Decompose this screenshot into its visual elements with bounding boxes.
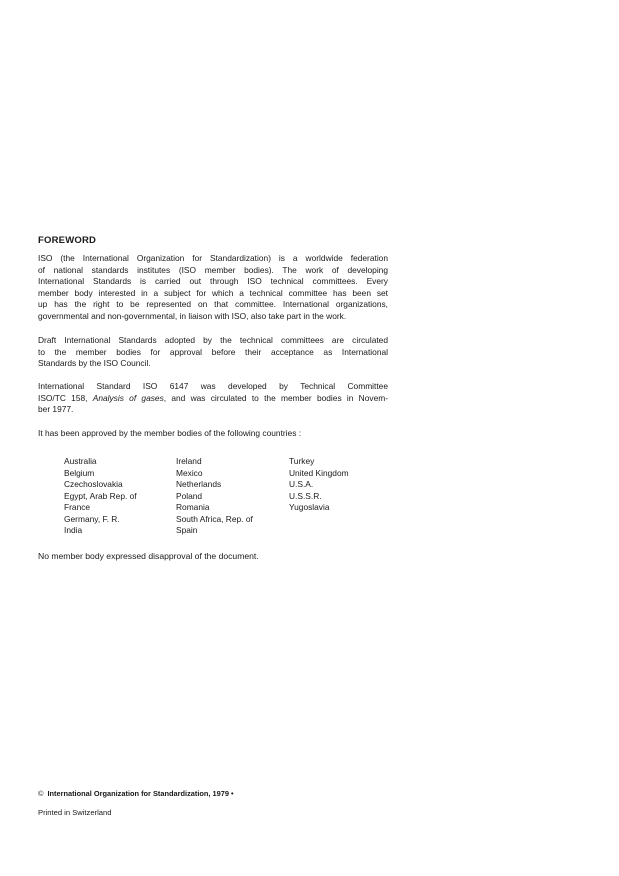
copyright-notice [38, 789, 234, 798]
copyright-text: International Organization for Standardization, 1979 • [47, 789, 234, 798]
text-line: Standards by the ISO Council. [38, 358, 151, 369]
text-line: International Standard ISO 6147 was developed by Technical Committee [38, 381, 388, 391]
text-line: up has the right to be represented on that committee. International organizations, [38, 299, 388, 310]
paragraph-approval: It has been approved by the member bodies of the following countries : [38, 428, 302, 438]
country-item: Mexico [176, 467, 203, 478]
country-item: U.S.S.R. [289, 490, 322, 501]
country-item: Germany, F. R. [64, 513, 120, 524]
country-list [64, 456, 394, 537]
country-item: India [64, 525, 83, 535]
country-item: Turkey [289, 456, 315, 466]
text-line: Draft International Standards adopted by the technical committees are circulated [38, 335, 388, 345]
country-item: Australia [64, 456, 97, 466]
country-item: France [64, 502, 91, 512]
text-line: ber 1977. [38, 404, 74, 415]
country-column-1 [64, 456, 176, 537]
country-item: Poland [176, 490, 203, 501]
text-fragment: , and was circulated to the member bodies in Novem- [163, 392, 388, 403]
foreword-heading: FOREWORD [38, 235, 97, 246]
country-item: South Africa, Rep. of [176, 513, 253, 524]
tc-reference: ISO/TC 158, [38, 392, 93, 403]
country-item: U.S.A. [289, 479, 314, 489]
paragraph-draft-standards [38, 335, 388, 370]
paragraph-standard-development [38, 381, 388, 416]
text-line [38, 393, 388, 405]
country-column-3 [289, 456, 394, 537]
country-item: Egypt, Arab Rep. of [64, 490, 137, 501]
country-item: Ireland [176, 456, 202, 466]
text-line: governmental and non-governmental, in liaison with ISO, also take part in the work. [38, 310, 347, 321]
text-line: International Standards is carried out through ISO technical committees. Every [38, 276, 388, 287]
text-line: to the member bodies for approval before their acceptance as International [38, 346, 388, 357]
committee-title: Analysis of gases [92, 392, 164, 403]
paragraph-no-disapproval: No member body expressed disapproval of the document. [38, 551, 259, 561]
printed-location: Printed in Switzerland [38, 808, 112, 817]
country-item: Spain [176, 525, 198, 535]
text-line: ISO (the International Organization for Standardization) is a worldwide federation [38, 253, 388, 263]
country-column-2 [176, 456, 289, 537]
copyright-icon: © [38, 789, 44, 798]
country-item: Belgium [64, 467, 95, 478]
text-line: member body interested in a subject for which a technical committee has been set [38, 287, 388, 298]
paragraph-iso-intro [38, 253, 388, 323]
country-item: United Kingdom [289, 467, 349, 478]
country-item: Yugoslavia [289, 502, 330, 512]
country-item: Romania [176, 502, 210, 512]
country-item: Netherlands [176, 479, 222, 489]
text-line: of national standards institutes (ISO member bodies). The work of developing [38, 264, 388, 275]
country-item: Czechoslovakia [64, 479, 123, 489]
